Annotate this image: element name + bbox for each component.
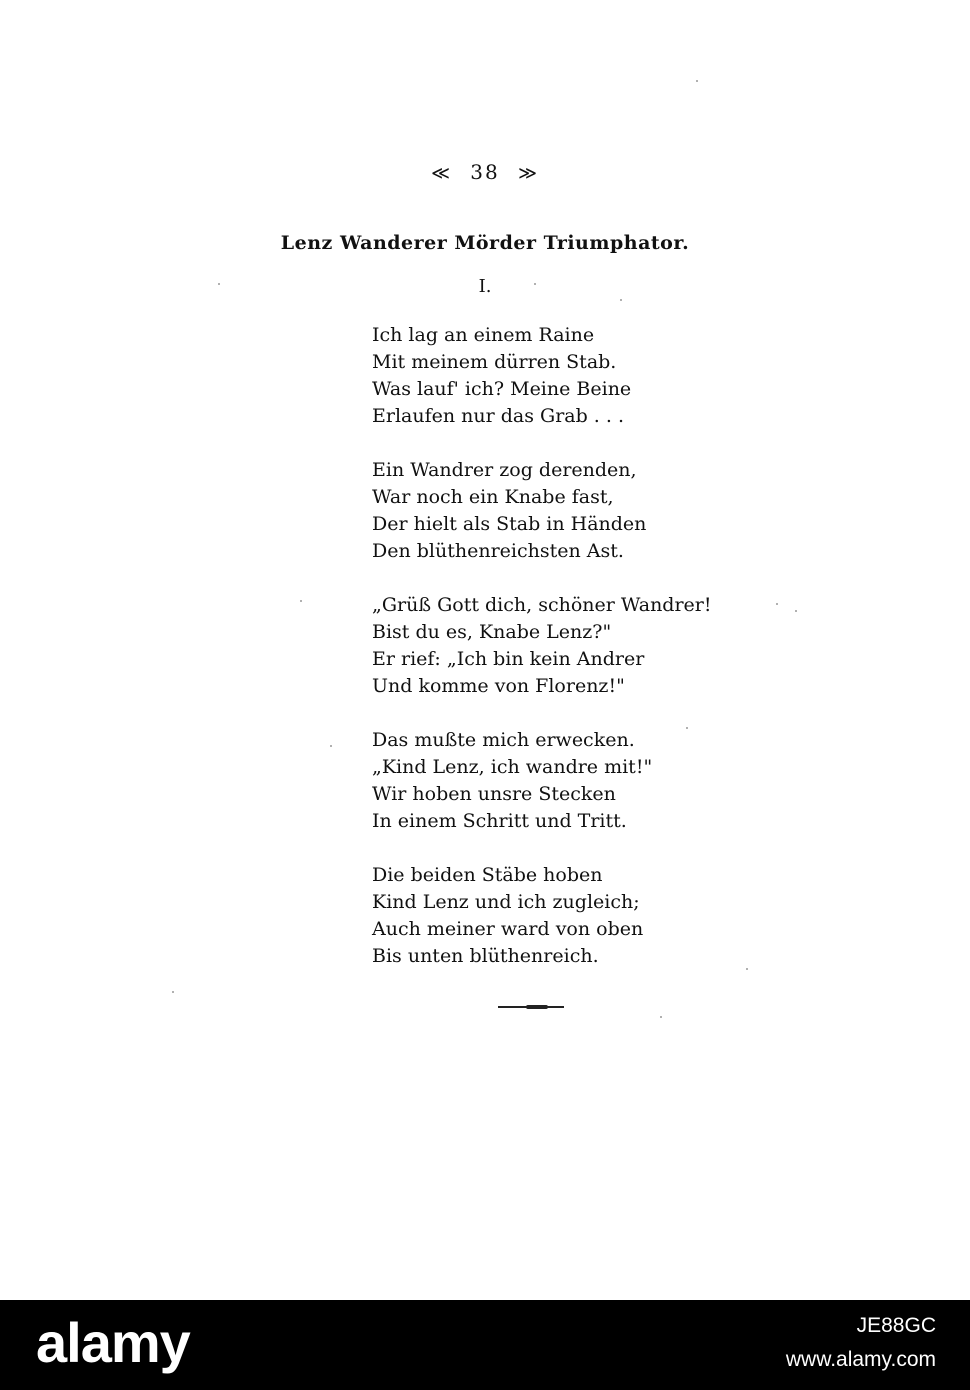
- scan-speck: [300, 600, 302, 602]
- poem-line: „Kind Lenz, ich wandre mit!": [372, 756, 653, 778]
- poem-line: Bist du es, Knabe Lenz?": [372, 621, 612, 643]
- page-number: 38: [470, 160, 500, 184]
- scan-speck: [172, 991, 174, 993]
- poem-line: Die beiden Stäbe hoben: [372, 864, 603, 886]
- poem-line: Was lauf' ich? Meine Beine: [372, 378, 632, 400]
- poem-title: Lenz Wanderer Mörder Triumphator.: [280, 232, 690, 254]
- scan-speck: [776, 603, 778, 605]
- stanza: [372, 862, 792, 970]
- poem-line: Bis unten blüthenreich.: [372, 945, 599, 967]
- stanza: [372, 727, 792, 835]
- scan-speck: [218, 283, 220, 285]
- poem-line: Der hielt als Stab in Händen: [372, 513, 647, 535]
- poem-line: Auch meiner ward von oben: [372, 918, 644, 940]
- poem-line: In einem Schritt und Tritt.: [372, 810, 627, 832]
- section-number: I.: [478, 276, 492, 297]
- right-ornament: ≫: [518, 163, 539, 184]
- stanza: [372, 457, 792, 565]
- poem-line: Er rief: „Ich bin kein Andrer: [372, 648, 645, 670]
- scan-speck: [696, 80, 698, 82]
- alamy-logo: alamy: [36, 1311, 190, 1374]
- page-number-line: [0, 160, 970, 184]
- poem-line: Mit meinem dürren Stab.: [372, 351, 617, 373]
- scan-speck: [795, 610, 797, 612]
- image-code: JE88GC: [856, 1314, 936, 1337]
- scan-speck: [686, 727, 688, 729]
- poem-line: War noch ein Knabe fast,: [372, 486, 614, 508]
- poem-body: [372, 322, 792, 997]
- poem-line: Das mußte mich erwecken.: [372, 729, 635, 751]
- scan-speck: [330, 745, 332, 747]
- poem-line: „Grüß Gott dich, schöner Wandrer!: [372, 594, 712, 616]
- stanza: [372, 322, 792, 430]
- poem-line: Und komme von Florenz!": [372, 675, 625, 697]
- poem-line: Den blüthenreichsten Ast.: [372, 540, 624, 562]
- left-ornament: ≪: [431, 163, 452, 184]
- site-url: www.alamy.com: [785, 1348, 936, 1371]
- scan-speck: [660, 1016, 662, 1018]
- scan-speck: [746, 968, 748, 970]
- stock-watermark-bar: [0, 1300, 970, 1390]
- poem-line: Ein Wandrer zog derenden,: [372, 459, 637, 481]
- stanza: [372, 592, 792, 700]
- poem-line: Wir hoben unsre Stecken: [372, 783, 616, 805]
- poem-line: Kind Lenz und ich zugleich;: [372, 891, 640, 913]
- scan-speck: [620, 299, 622, 301]
- poem-line: Ich lag an einem Raine: [372, 324, 595, 346]
- poem-line: Erlaufen nur das Grab . . .: [372, 405, 625, 427]
- closing-rule: [498, 1006, 564, 1008]
- scan-speck: [534, 283, 536, 285]
